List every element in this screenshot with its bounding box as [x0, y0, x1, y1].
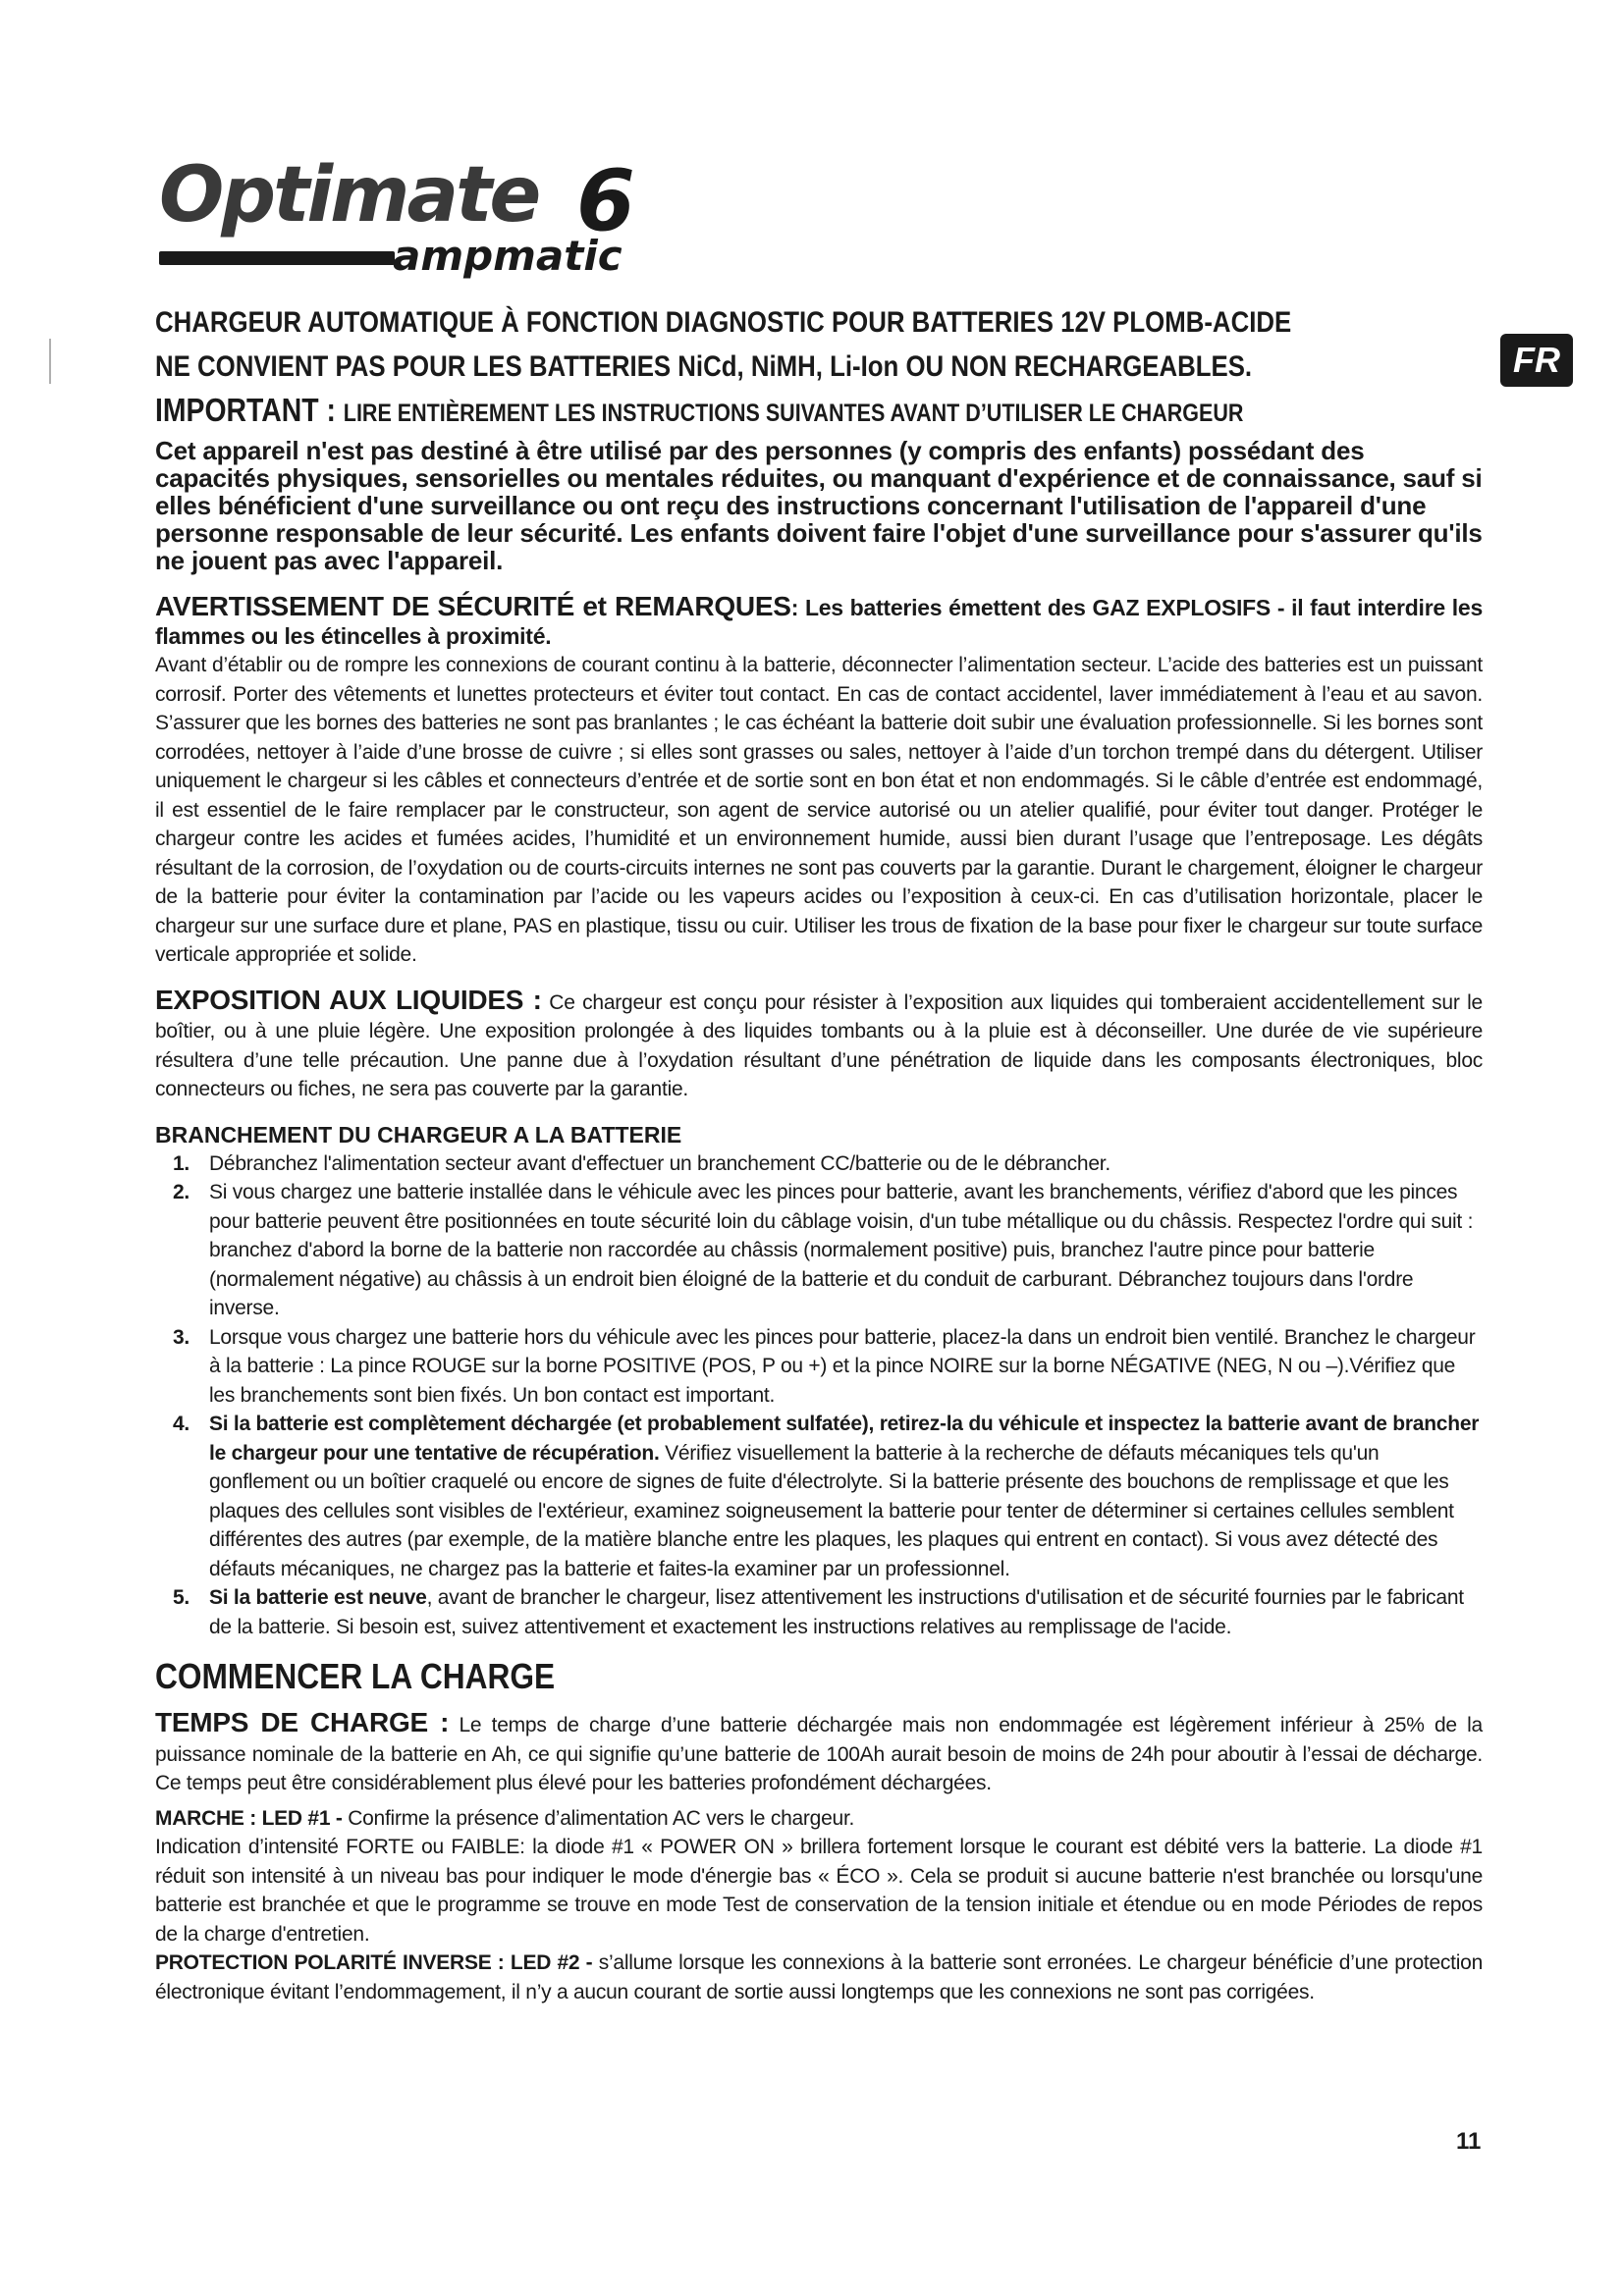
page-number: 11	[1456, 2128, 1482, 2155]
step-number: 4.	[173, 1413, 190, 1435]
connection-section	[155, 1120, 1483, 1642]
marche-text: Confirme la présence d’alimentation AC vers le chargeur.	[342, 1806, 855, 1830]
logo-subbrand: ampmatic	[393, 232, 623, 280]
step-item	[155, 1410, 1483, 1583]
page-content	[155, 300, 1483, 2006]
step-bold-text: Si la batterie est complètement déchargée (et probablement sulfatée), retirez-la du véhicule et inspectez la batterie avant de brancher le chargeur pour une tentative de récupération.	[209, 1413, 1480, 1465]
step-number: 2.	[173, 1181, 190, 1203]
liquids-body: Ce chargeur est conçu pour résister à l’exposition aux liquides qui tomberaient accidentellement sur le boîtier, ou à une pluie légère. Une exposition prolongée à des liquides tombants ou à la pluie est à déconseiller. Une durée de vie supérieure résultera d’une telle précaution. Une panne due à l’oxydation résultant d’une pénétration de liquide dans les composants électroniques, bloc connecteurs ou fiches, ne sera pas couverte par la garantie.	[155, 990, 1483, 1100]
connection-title: BRANCHEMENT DU CHARGEUR A LA BATTERIE	[155, 1121, 682, 1148]
step-number: 5.	[173, 1586, 190, 1609]
charge-time-body: Le temps de charge d’une batterie déchargée mais non endommagée est légèrement inférieur à 25% de la puissance nominale de la batterie en Ah, ce qui signifie qu’une batterie de 100Ah aurait besoin de moins de 24h pour aboutir à l’essai de décharge. Ce temps peut être considérablement plus élevé pour les batteries profondément déchargées.	[155, 1714, 1483, 1794]
safety-lead-text: : Les batteries émettent des GAZ EXPLOSIFS - il faut interdire les flammes ou les étincelles à proximité.	[155, 595, 1483, 649]
step-item	[155, 1323, 1483, 1411]
step-text: Si vous chargez une batterie installée dans le véhicule avec les pinces pour batterie, avant les branchements, vérifiez d'abord que les pinces pour batterie peuvent être positionnées en toute sécurité loin du câblage voisin, d'un tube métallique ou du châssis. Respectez l'ordre qui suit : branchez d'abord la borne de la batterie non raccordée au châssis (normalement positive) puis, branchez l'autre pince pour batterie (normalement négative) au châssis à un endroit bien éloigné de la batterie et du conduit de carburant. Débranchez toujours dans l'ordre inverse.	[209, 1181, 1474, 1319]
step-text: Débranchez l'alimentation secteur avant d'effectuer un branchement CC/batterie ou de le débrancher.	[209, 1151, 1110, 1175]
step-number: 1.	[173, 1151, 190, 1175]
heading-charger-type: CHARGEUR AUTOMATIQUE À FONCTION DIAGNOSTIC POUR BATTERIES 12V PLOMB-ACIDE	[155, 306, 1292, 339]
heading-not-suitable: NE CONVIENT PAS POUR LES BATTERIES NiCd, NiMH, Li-Ion OU NON RECHARGEABLES.	[155, 350, 1253, 383]
step-text: Lorsque vous chargez une batterie hors du véhicule avec les pinces pour batterie, placez-la dans un endroit bien ventilé. Branchez le chargeur à la batterie : La pince ROUGE sur la borne POSITIVE (POS, P ou +) et la pince NOIRE sur la borne NÉGATIVE (NEG, N ou –).Vérifiez que les branchements sont bien fixés. Un bon contact est important.	[209, 1325, 1476, 1407]
step-bold-text: Si la batterie est neuve	[209, 1586, 427, 1609]
liquids-paragraph	[155, 986, 1483, 1104]
important-text: LIRE ENTIÈREMENT LES INSTRUCTIONS SUIVANTES AVANT D’UTILISER LE CHARGEUR	[343, 400, 1244, 427]
logo-model-number: 6	[576, 152, 635, 250]
start-charging-title: COMMENCER LA CHARGE	[155, 1656, 556, 1696]
safety-lead	[155, 592, 1483, 651]
liquids-section	[155, 986, 1483, 1104]
language-tab: FR	[1500, 334, 1573, 387]
marche-paragraph	[155, 1804, 1483, 1834]
user-warning: Cet appareil n'est pas destiné à être utilisé par des personnes (y compris des enfants) possédant des capacités physiques, sensorielles ou mentales réduites, ou manquant d'expérience et de connaissance, sauf si elles bénéficient d'une surveillance ou ont reçu des instructions concernant l'utilisation de l'appareil d'une personne responsable de leur sécurité. Les enfants doivent faire l'objet d'une surveillance pour s'assurer qu'ils ne jouent pas avec l'appareil.	[155, 436, 1483, 575]
step-item	[155, 1149, 1483, 1179]
connection-steps	[155, 1149, 1483, 1642]
charge-time-title: TEMPS DE CHARGE :	[155, 1707, 450, 1737]
step-number: 3.	[173, 1325, 190, 1349]
step-text: , avant de brancher le chargeur, lisez attentivement les instructions d'utilisation et de sécurité fournies par le fabricant de la batterie. Si besoin est, suivez attentivement et exactement les instructions relatives au remplissage de l'acide.	[209, 1586, 1464, 1638]
optimate-logo	[159, 151, 640, 285]
protection-paragraph	[155, 1949, 1483, 2006]
step-item	[155, 1583, 1483, 1641]
logo-brand: Optimate	[159, 151, 539, 240]
protection-label: PROTECTION POLARITÉ INVERSE : LED #2 -	[155, 1951, 593, 1974]
safety-section	[155, 592, 1483, 970]
charge-time-paragraph	[155, 1708, 1483, 1798]
marche-detail: Indication d’intensité FORTE ou FAIBLE: la diode #1 « POWER ON » brillera fortement lorsque le courant est débité vers la batterie. La diode #1 réduit son intensité à un niveau bas pour indiquer le mode d'énergie bas « ÉCO ». Cela se produit si aucune batterie n'est branchée ou lorsqu'une batterie est branchée et que le programme se trouve en mode Test de conservation de la tension initiale et étendue ou en mode Périodes de repos de la charge d'entretien.	[155, 1836, 1483, 1946]
important-label: IMPORTANT :	[155, 392, 336, 428]
heading-important	[155, 389, 1297, 435]
marche-label: MARCHE : LED #1 -	[155, 1806, 343, 1830]
safety-body: Avant d’établir ou de rompre les connexions de courant continu à la batterie, déconnecter l’alimentation secteur. L’acide des batteries est un puissant corrosif. Porter des vêtements et lunettes protecteurs et éviter tout contact. En cas de contact accidentel, laver immédiatement à l’eau et au savon. S’assurer que les bornes des batteries ne sont pas branlantes ; le cas échéant la batterie doit subir une évaluation professionnelle. Si les bornes sont corrodées, nettoyer à l’aide d’une brosse de cuivre ; si elles sont grasses ou sales, nettoyer à l’aide d’un torchon trempé dans du détergent. Utiliser uniquement le chargeur si les câbles et connecteurs d’entrée et de sortie sont en bon état et non endommagés. Si le câble d’entrée est endommagé, il est essentiel de le faire remplacer par le constructeur, son agent de service autorisé ou un atelier qualifié, pour éviter tout danger. Protéger le chargeur contre les acides et fumées acides, l’humidité et un environnement humide, aussi bien durant l’usage que l’entreposage. Les dégâts résultant de la corrosion, de l’oxydation ou de courts-circuits internes ne sont pas couverts par la garantie. Durant le chargement, éloigner le chargeur de la batterie pour éviter la contamination par l’acide ou les vapeurs acides ou l’exposition à ceux-ci. En cas d’utilisation horizontale, placer le chargeur sur une surface dure et plane, PAS en plastique, tissu ou cuir. Utiliser les trous de fixation de la base pour fixer le chargeur sur toute surface verticale appropriée et solide.	[155, 654, 1483, 966]
margin-mark	[49, 339, 51, 384]
step-item	[155, 1178, 1483, 1323]
step-text: Vérifiez visuellement la batterie à la recherche de défauts mécaniques tels qu'un gonflement ou un boîtier craquelé ou encore de signes de fuite d'électrolyte. Si la batterie présente des bouchons de remplissage et que les plaques des cellules sont visibles de l'extérieur, examinez soigneusement la batterie pour tenter de déterminer si certaines cellules semblent différentes des autres (par exemple, de la matière blanche entre les plaques, les plaques qui entrent en contact). Si vous avez détecté des défauts mécaniques, ne chargez pas la batterie et faites-la examiner par un professionnel.	[209, 1441, 1454, 1580]
logo-bar	[159, 251, 395, 265]
safety-title: AVERTISSEMENT DE SÉCURITÉ et REMARQUES	[155, 591, 791, 621]
protection-text: s’allume lorsque les connexions à la batterie sont erronées. Le chargeur bénéficie d’une protection électronique évitant l’endommagement, il n’y a aucun courant de sortie aussi longtemps que les connexions ne sont pas corrigées.	[155, 1951, 1483, 2003]
start-section	[155, 1708, 1483, 2006]
liquids-title: EXPOSITION AUX LIQUIDES :	[155, 984, 542, 1015]
